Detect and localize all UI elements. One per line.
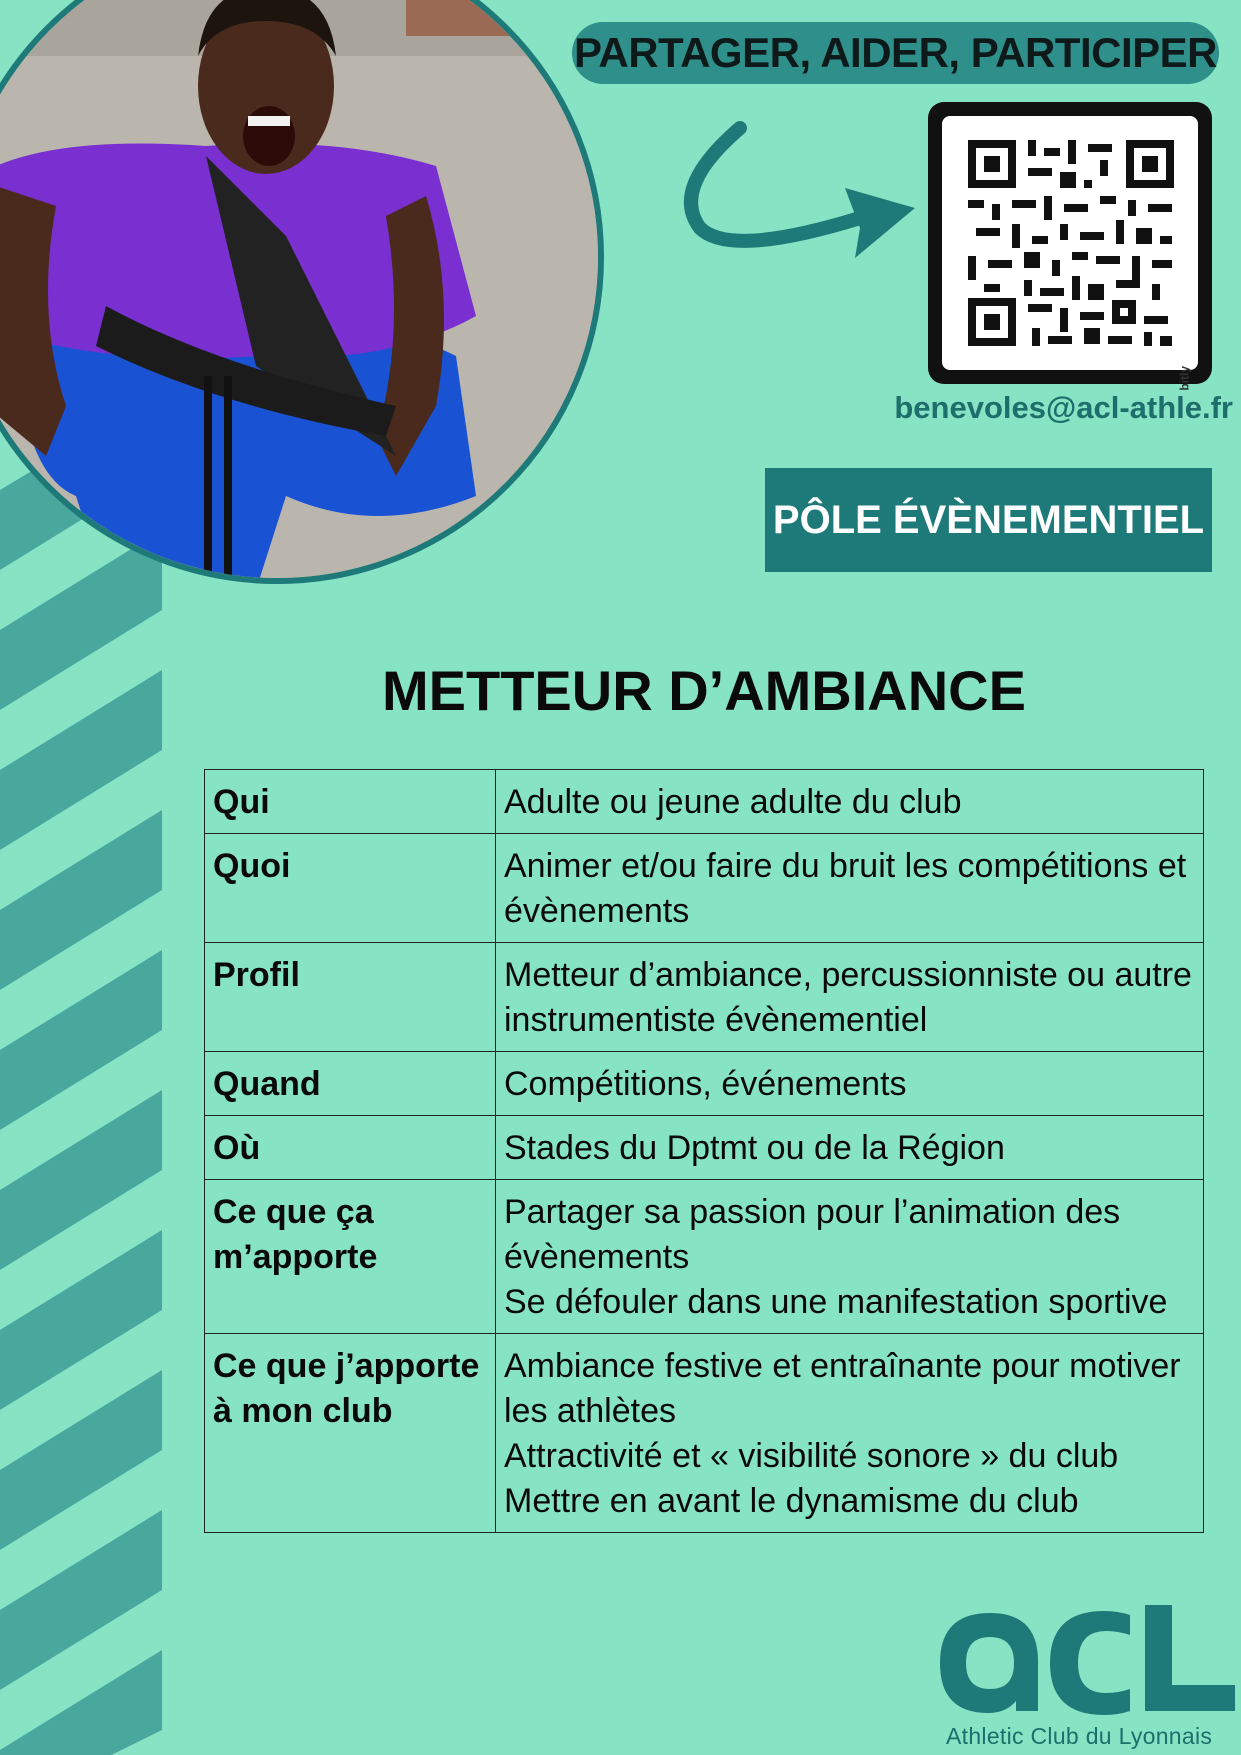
row-value-line: Animer et/ou faire du bruit les compétitions et évènements [504, 847, 1187, 930]
qr-code-icon [968, 140, 1174, 346]
row-label: Quand [205, 1052, 496, 1116]
row-value [496, 943, 1204, 1052]
logo-subtitle: Athletic Club du Lyonnais [946, 1723, 1213, 1749]
table-row [205, 770, 1204, 834]
slogan-banner: PARTAGER, AIDER, PARTICIPER [572, 22, 1219, 84]
table-row [205, 1116, 1204, 1180]
row-value-line: Ambiance festive et entraînante pour motiver les athlètes [504, 1347, 1181, 1430]
acl-logo [940, 1605, 1235, 1717]
row-label: Ce que ça m’apporte [205, 1180, 496, 1334]
table-row [205, 1052, 1204, 1116]
info-table [204, 769, 1204, 1533]
row-label: Ce que j’apporte à mon club [205, 1334, 496, 1533]
athlete-photo [0, 0, 604, 584]
page-title: METTEUR D’AMBIANCE [382, 659, 1026, 722]
table-row [205, 834, 1204, 943]
row-value-line: Se défouler dans une manifestation sportive [504, 1283, 1168, 1321]
row-value [496, 770, 1204, 834]
pole-badge: PÔLE ÉVÈNEMENTIEL [765, 468, 1212, 572]
row-label: Quoi [205, 834, 496, 943]
row-value [496, 1180, 1204, 1334]
row-value-line: Mettre en avant le dynamisme du club [504, 1482, 1079, 1520]
row-value-line: Compétitions, événements [504, 1065, 907, 1103]
row-label: Où [205, 1116, 496, 1180]
row-value [496, 834, 1204, 943]
decorative-stripes [0, 470, 162, 1755]
contact-email[interactable]: benevoles@acl-athle.fr [894, 390, 1233, 425]
row-value-line: Partager sa passion pour l’animation des évènements [504, 1193, 1121, 1276]
row-label: Profil [205, 943, 496, 1052]
table-row [205, 1334, 1204, 1533]
arrow-icon [680, 118, 920, 288]
row-label: Qui [205, 770, 496, 834]
row-value-line: Stades du Dptmt ou de la Région [504, 1129, 1005, 1167]
row-value [496, 1052, 1204, 1116]
row-value-line: Adulte ou jeune adulte du club [504, 783, 962, 821]
table-row [205, 943, 1204, 1052]
qr-code[interactable] [928, 102, 1212, 391]
table-row [205, 1180, 1204, 1334]
row-value-line: Metteur d’ambiance, percussionniste ou autre instrumentiste évènementiel [504, 956, 1192, 1039]
row-value-line: Attractivité et « visibilité sonore » du club [504, 1437, 1119, 1475]
row-value [496, 1116, 1204, 1180]
row-value [496, 1334, 1204, 1533]
qr-badge: bitly [1178, 366, 1192, 391]
